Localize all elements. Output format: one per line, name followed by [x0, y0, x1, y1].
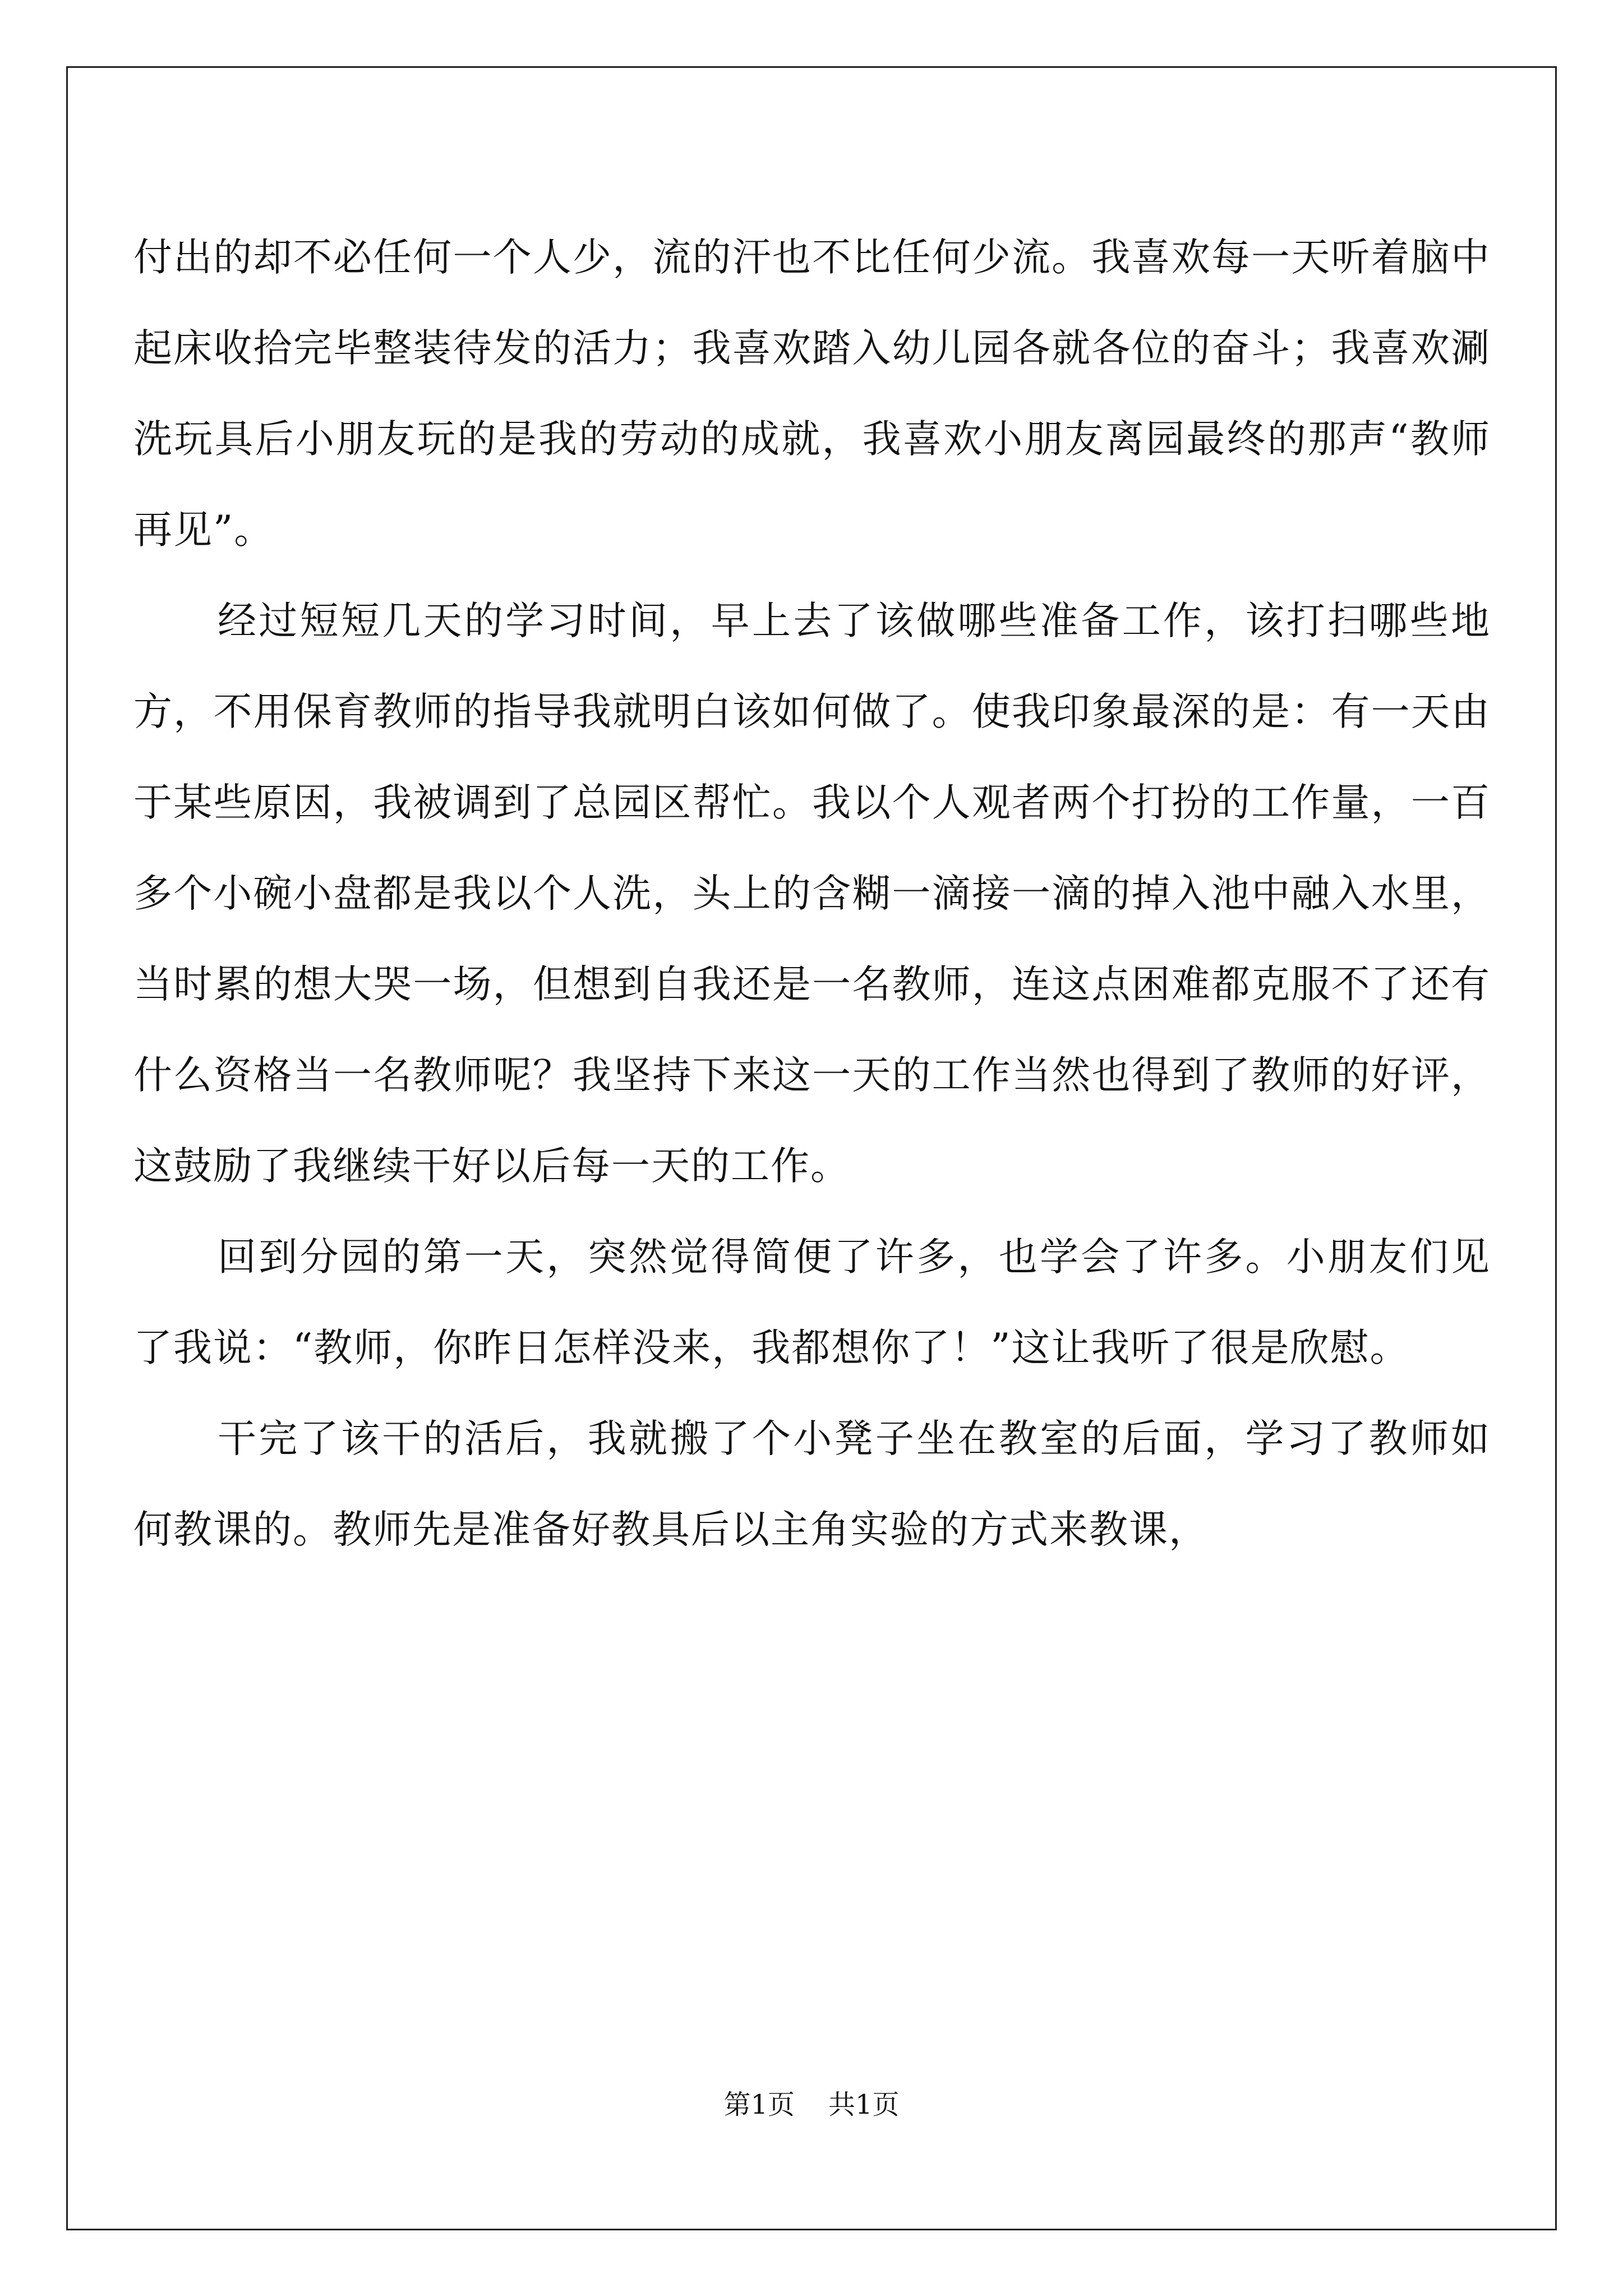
paragraph-2: 经过短短几天的学习时间，早上去了该做哪些准备工作，该打扫哪些地方，不用保育教师的指导我就明白该如何做了。使我印象最深的是：有一天由于某些原因，我被调到了总园区帮忙。我以个人观者两个打扮的工作量，一百多个小碗小盘都是我以个人洗，头上的含糊一滴接一滴的掉入池中融入水里，当时累的想大哭一场，但想到自我还是一名教师，连这点困难都克服不了还有什么资格当一名教师呢？我坚持下来这一天的工作当然也得到了教师的好评，这鼓励了我继续干好以后每一天的工作。: [133, 599, 1491, 1189]
paragraph-3: 回到分园的第一天，突然觉得简便了许多，也学会了许多。小朋友们见了我说：“教师，你昨日怎样没来，我都想你了！”这让我听了很是欣慰。: [133, 1235, 1491, 1370]
document-body: [133, 212, 1491, 1575]
page-footer: [0, 2088, 1623, 2122]
page-number: 第1页: [723, 2089, 795, 2120]
page-total: 共1页: [828, 2089, 900, 2120]
paragraph-4: 干完了该干的活后，我就搬了个小凳子坐在教室的后面，学习了教师如何教课的。教师先是准备好教具后以主角实验的方式来教课，: [133, 1416, 1491, 1552]
paragraph-1: 付出的却不必任何一个人少，流的汗也不比任何少流。我喜欢每一天听着脑中起床收拾完毕整装待发的活力；我喜欢踏入幼儿园各就各位的奋斗；我喜欢涮洗玩具后小朋友玩的是我的劳动的成就，我喜欢小朋友离园最终的那声“教师再见”。: [133, 235, 1491, 553]
